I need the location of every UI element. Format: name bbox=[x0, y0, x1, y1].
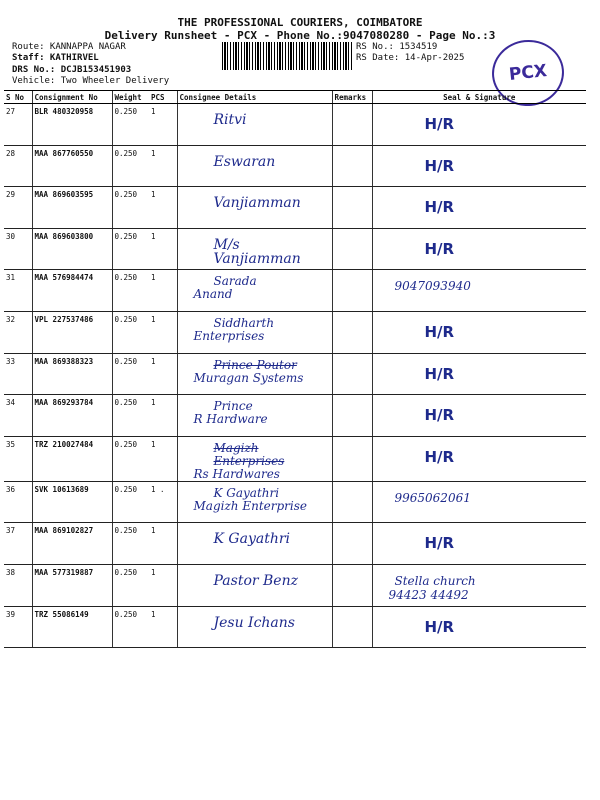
consignment-cell bbox=[32, 606, 112, 648]
signature-cell bbox=[372, 104, 586, 146]
signature-text: H/R bbox=[424, 198, 455, 217]
table-row bbox=[4, 270, 586, 312]
remarks-cell bbox=[332, 436, 372, 481]
signature-text: H/R bbox=[424, 447, 455, 466]
table-row bbox=[4, 104, 586, 146]
consignee-cell bbox=[177, 270, 332, 312]
remarks-cell bbox=[332, 395, 372, 437]
signature-cell bbox=[372, 436, 586, 481]
col-sno: S No bbox=[4, 91, 32, 104]
consignee-name-line2: R Hardware bbox=[193, 412, 268, 427]
sno-cell-text: 39 bbox=[6, 609, 16, 619]
weight-cell-text: 0.250 bbox=[114, 484, 138, 494]
consignee-cell bbox=[177, 395, 332, 437]
sno-cell-text: 31 bbox=[6, 273, 16, 283]
pcs-cell bbox=[149, 606, 177, 648]
consignee-name-line2: Enterprises bbox=[193, 328, 265, 343]
runsheet-table bbox=[4, 90, 586, 648]
consignee-name: Jesu Ichans bbox=[213, 614, 295, 631]
table-row bbox=[4, 187, 586, 229]
pcs-cell bbox=[149, 395, 177, 437]
signature-text: H/R bbox=[424, 115, 455, 133]
weight-cell bbox=[112, 564, 149, 606]
consignment-cell-text: MAA 867760550 bbox=[34, 148, 94, 158]
consignment-cell-text: MAA 869603595 bbox=[34, 190, 94, 200]
consignment-cell-text: MAA 869102827 bbox=[34, 526, 94, 536]
pcs-cell-text: 1 bbox=[151, 314, 156, 324]
signature-cell bbox=[372, 270, 586, 312]
pcs-cell-text: 1 bbox=[151, 526, 156, 536]
consignee-cell bbox=[177, 436, 332, 481]
weight-cell-text: 0.250 bbox=[114, 356, 138, 366]
sno-cell bbox=[4, 228, 32, 270]
remarks-cell bbox=[332, 270, 372, 312]
consignee-cell bbox=[177, 311, 332, 353]
consignee-name-line2: Muragan Systems bbox=[193, 370, 304, 385]
remarks-cell bbox=[332, 353, 372, 395]
sno-cell-text: 38 bbox=[6, 567, 16, 577]
sno-cell-text: 35 bbox=[6, 439, 16, 449]
pcs-cell-text: 1 bbox=[151, 107, 156, 116]
pcs-cell bbox=[149, 523, 177, 565]
consignment-cell bbox=[32, 311, 112, 353]
sno-cell-text: 27 bbox=[6, 107, 16, 116]
consignment-cell-text: MAA 869293784 bbox=[34, 398, 94, 408]
sno-cell bbox=[4, 436, 32, 481]
signature-text: H/R bbox=[424, 322, 455, 341]
pcs-cell bbox=[149, 228, 177, 270]
weight-cell-text: 0.250 bbox=[114, 273, 138, 283]
weight-cell-text: 0.250 bbox=[114, 567, 138, 577]
weight-cell bbox=[112, 395, 149, 437]
pcs-cell-text: 1 bbox=[151, 273, 156, 283]
col-consignee: Consignee Details bbox=[177, 91, 332, 104]
signature-text: H/R bbox=[424, 364, 455, 383]
signature-text: H/R bbox=[424, 239, 455, 258]
consignment-cell bbox=[32, 145, 112, 187]
signature-cell bbox=[372, 606, 586, 648]
consignee-name: Pastor Benz bbox=[213, 572, 298, 589]
pcs-cell-text: 1 bbox=[151, 231, 156, 241]
rs-date: RS Date: 14-Apr-2025 bbox=[356, 53, 465, 63]
consignee-name: Prince bbox=[213, 399, 253, 414]
drs-label: DRS No.: DCJB153451903 bbox=[12, 65, 132, 75]
sno-cell-text: 29 bbox=[6, 190, 16, 200]
pcs-cell bbox=[149, 311, 177, 353]
table-row bbox=[4, 606, 586, 648]
pcs-cell-text: 1 . bbox=[151, 484, 165, 494]
signature-text: H/R bbox=[424, 156, 455, 175]
weight-cell-text: 0.250 bbox=[114, 190, 138, 200]
signature-text-line2: 94423 44492 bbox=[388, 587, 469, 602]
pcs-cell bbox=[149, 104, 177, 146]
consignment-cell-text: TRZ 210027484 bbox=[34, 439, 94, 449]
signature-cell bbox=[372, 523, 586, 565]
consignee-cell bbox=[177, 523, 332, 565]
sno-cell bbox=[4, 104, 32, 146]
sno-cell bbox=[4, 523, 32, 565]
consignee-name: Eswaran bbox=[213, 153, 276, 170]
sno-cell bbox=[4, 187, 32, 229]
remarks-cell bbox=[332, 606, 372, 648]
consignment-cell-text: MAA 869603800 bbox=[34, 231, 94, 241]
barcode-graphic bbox=[222, 42, 352, 70]
pcs-cell bbox=[149, 436, 177, 481]
remarks-cell bbox=[332, 187, 372, 229]
consignment-cell-text: VPL 227537486 bbox=[34, 314, 94, 324]
weight-cell bbox=[112, 228, 149, 270]
sno-cell-text: 34 bbox=[6, 398, 16, 408]
consignment-cell bbox=[32, 353, 112, 395]
weight-cell-text: 0.250 bbox=[114, 148, 138, 158]
remarks-cell bbox=[332, 104, 372, 146]
consignee-cell bbox=[177, 564, 332, 606]
table-row bbox=[4, 395, 586, 437]
company-title: THE PROFESSIONAL COURIERS, COIMBATORE bbox=[177, 16, 423, 29]
weight-cell bbox=[112, 270, 149, 312]
consignee-cell bbox=[177, 104, 332, 146]
pcs-cell-text: 1 bbox=[151, 398, 156, 408]
sno-cell bbox=[4, 564, 32, 606]
consignee-name: Prince Poutor bbox=[213, 357, 297, 372]
pcs-cell bbox=[149, 564, 177, 606]
consignment-cell-text: TRZ 55086149 bbox=[34, 609, 89, 619]
table-row bbox=[4, 145, 586, 187]
consignee-cell bbox=[177, 481, 332, 523]
weight-cell-text: 0.250 bbox=[114, 314, 138, 324]
signature-cell bbox=[372, 564, 586, 606]
consignee-name: Sarada bbox=[213, 274, 257, 289]
staff-label: Staff: KATHIRVEL bbox=[12, 53, 99, 63]
sno-cell-text: 37 bbox=[6, 526, 16, 536]
remarks-cell bbox=[332, 145, 372, 187]
table-row bbox=[4, 523, 586, 565]
sno-cell bbox=[4, 353, 32, 395]
weight-cell-text: 0.250 bbox=[114, 439, 138, 449]
weight-cell bbox=[112, 104, 149, 146]
signature-text: Stella church bbox=[394, 573, 476, 588]
consignment-cell bbox=[32, 187, 112, 229]
signature-cell bbox=[372, 311, 586, 353]
consignment-cell bbox=[32, 270, 112, 312]
consignee-name: K Gayathri bbox=[213, 485, 280, 500]
consignee-name-line2: Anand bbox=[193, 287, 233, 302]
signature-cell bbox=[372, 353, 586, 395]
col-signature: Seal & Signature bbox=[372, 91, 586, 104]
sno-cell bbox=[4, 395, 32, 437]
table-row bbox=[4, 353, 586, 395]
signature-text: 9965062061 bbox=[394, 490, 471, 505]
col-pcs: PCS bbox=[149, 91, 177, 104]
weight-cell-text: 0.250 bbox=[114, 398, 138, 408]
consignment-cell bbox=[32, 395, 112, 437]
weight-cell bbox=[112, 187, 149, 229]
table-row bbox=[4, 311, 586, 353]
sno-cell-text: 30 bbox=[6, 231, 16, 241]
col-weight: Weight bbox=[112, 91, 149, 104]
sno-cell bbox=[4, 145, 32, 187]
remarks-cell bbox=[332, 228, 372, 270]
table-row bbox=[4, 481, 586, 523]
sno-cell bbox=[4, 481, 32, 523]
consignee-name-line2: Magizh Enterprise bbox=[193, 498, 307, 513]
consignee-cell bbox=[177, 353, 332, 395]
col-remarks: Remarks bbox=[332, 91, 372, 104]
consignee-cell bbox=[177, 145, 332, 187]
pcs-cell-text: 1 bbox=[151, 609, 156, 619]
sno-cell bbox=[4, 606, 32, 648]
vehicle-label: Vehicle: Two Wheeler Delivery bbox=[12, 76, 170, 86]
remarks-cell bbox=[332, 523, 372, 565]
rs-number: RS No.: 1534519 bbox=[356, 42, 438, 52]
sno-cell-text: 28 bbox=[6, 148, 16, 158]
pcs-cell-text: 1 bbox=[151, 567, 156, 577]
weight-cell-text: 0.250 bbox=[114, 107, 138, 116]
consignee-name: M/s Vanjiamman bbox=[213, 236, 301, 267]
weight-cell bbox=[112, 311, 149, 353]
consignment-cell bbox=[32, 564, 112, 606]
table-row bbox=[4, 436, 586, 481]
runsheet-subtitle: Delivery Runsheet - PCX - Phone No.:9047080280 - Page No.:3 bbox=[104, 29, 496, 42]
consignment-cell-text: BLR 480320958 bbox=[34, 107, 94, 116]
consignee-name: Siddharth bbox=[213, 315, 275, 330]
table-row bbox=[4, 564, 586, 606]
consignee-name: K Gayathri bbox=[213, 531, 291, 548]
weight-cell bbox=[112, 523, 149, 565]
signature-text: H/R bbox=[424, 406, 455, 425]
remarks-cell bbox=[332, 481, 372, 523]
consignment-cell bbox=[32, 228, 112, 270]
consignee-name-line2: Rs Hardwares bbox=[193, 466, 280, 481]
sno-cell-text: 33 bbox=[6, 356, 16, 366]
remarks-cell bbox=[332, 564, 372, 606]
signature-text: H/R bbox=[424, 534, 455, 553]
pcs-cell-text: 1 bbox=[151, 190, 156, 200]
pcs-cell-text: 1 bbox=[151, 439, 156, 449]
route-label: Route: KANNAPPA NAGAR bbox=[12, 42, 126, 52]
signature-cell bbox=[372, 187, 586, 229]
consignment-cell-text: SVK 10613689 bbox=[34, 484, 89, 494]
sno-cell bbox=[4, 270, 32, 312]
consignee-name: Magizh Enterprises bbox=[213, 440, 285, 468]
consignee-cell bbox=[177, 228, 332, 270]
consignment-cell bbox=[32, 481, 112, 523]
stamp-text: PCX bbox=[508, 61, 548, 85]
consignee-name: Vanjiamman bbox=[213, 195, 301, 212]
sno-cell-text: 36 bbox=[6, 484, 16, 494]
consignment-cell bbox=[32, 104, 112, 146]
weight-cell bbox=[112, 481, 149, 523]
remarks-cell bbox=[332, 311, 372, 353]
weight-cell bbox=[112, 145, 149, 187]
sno-cell-text: 32 bbox=[6, 314, 16, 324]
consignee-cell bbox=[177, 187, 332, 229]
table-header-row bbox=[4, 91, 586, 104]
consignment-cell bbox=[32, 436, 112, 481]
sno-cell bbox=[4, 311, 32, 353]
signature-cell bbox=[372, 481, 586, 523]
col-consignment: Consignment No bbox=[32, 91, 112, 104]
weight-cell bbox=[112, 436, 149, 481]
pcs-cell bbox=[149, 145, 177, 187]
consignment-cell-text: MAA 869388323 bbox=[34, 356, 94, 366]
signature-cell bbox=[372, 145, 586, 187]
weight-cell bbox=[112, 353, 149, 395]
consignee-name: Ritvi bbox=[213, 112, 247, 128]
weight-cell-text: 0.250 bbox=[114, 231, 138, 241]
pcs-cell-text: 1 bbox=[151, 356, 156, 366]
signature-text: H/R bbox=[424, 617, 455, 636]
consignment-cell bbox=[32, 523, 112, 565]
signature-cell bbox=[372, 395, 586, 437]
weight-cell-text: 0.250 bbox=[114, 526, 138, 536]
signature-cell bbox=[372, 228, 586, 270]
pcs-cell bbox=[149, 481, 177, 523]
consignment-cell-text: MAA 577319887 bbox=[34, 567, 94, 577]
table-row bbox=[4, 228, 586, 270]
weight-cell bbox=[112, 606, 149, 648]
consignee-cell bbox=[177, 606, 332, 648]
pcs-cell bbox=[149, 270, 177, 312]
signature-text: 9047093940 bbox=[394, 279, 471, 294]
pcs-cell bbox=[149, 187, 177, 229]
consignment-cell-text: MAA 576984474 bbox=[34, 273, 94, 283]
pcs-cell bbox=[149, 353, 177, 395]
weight-cell-text: 0.250 bbox=[114, 609, 138, 619]
pcs-cell-text: 1 bbox=[151, 148, 156, 158]
